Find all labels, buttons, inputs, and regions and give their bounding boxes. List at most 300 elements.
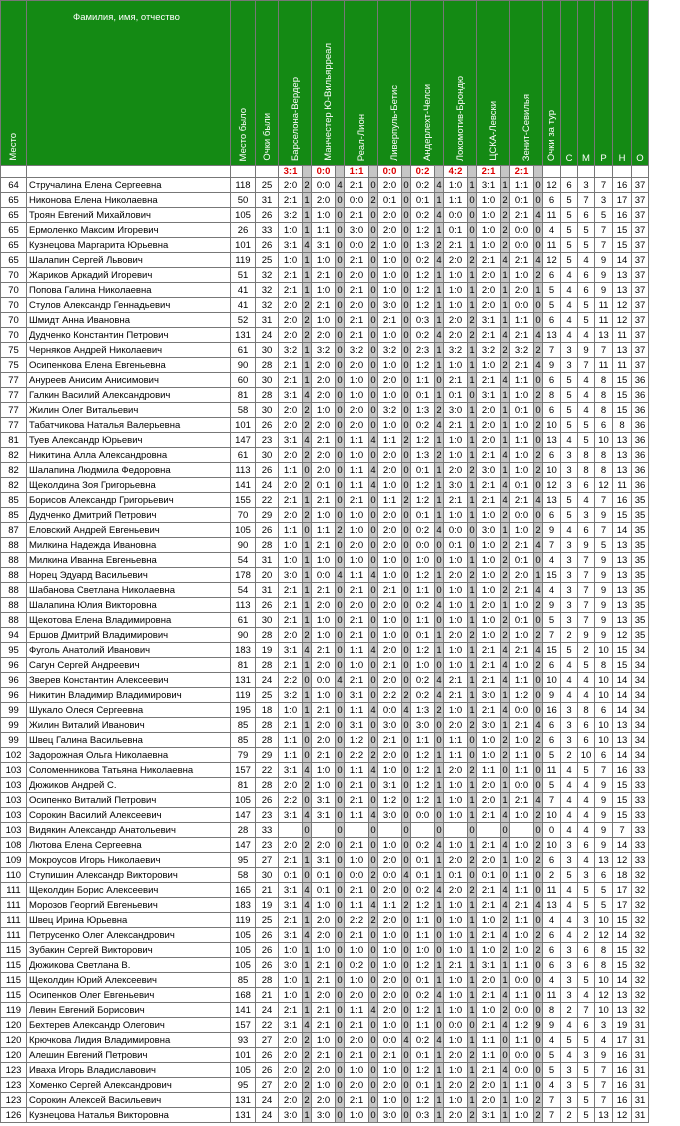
name-cell: Жилин Олег Витальевич bbox=[27, 403, 231, 418]
prediction-cell: 1:1 bbox=[444, 748, 468, 763]
prediction-points-cell: 2 bbox=[304, 839, 310, 851]
place-cell: 65 bbox=[1, 193, 27, 208]
prediction-cell: 1:1 bbox=[345, 898, 369, 913]
prediction-cell: 1:0 bbox=[477, 358, 501, 373]
prediction-points-cell: 4 bbox=[337, 569, 343, 581]
prediction-cell: 3:0 bbox=[378, 808, 402, 823]
stat-cell: 7 bbox=[595, 178, 613, 193]
prediction-points-cell: 0 bbox=[337, 854, 343, 866]
tour-points-cell: 4 bbox=[543, 1033, 561, 1048]
name-cell: Дудченко Константин Петрович bbox=[27, 328, 231, 343]
stat-cell: 11 bbox=[595, 298, 613, 313]
stat-cell: 13 bbox=[613, 268, 632, 283]
tour-points-cell: 6 bbox=[543, 268, 561, 283]
prediction-cell: 1:2 bbox=[378, 793, 402, 808]
prediction-points-cell: 1 bbox=[535, 284, 541, 296]
prediction-points-cell: 0 bbox=[304, 824, 310, 836]
prediction-points-cell: 0 bbox=[403, 929, 409, 941]
stat-cell: 8 bbox=[595, 463, 613, 478]
tour-points-cell: 11 bbox=[543, 883, 561, 898]
prediction-points-cell: 0 bbox=[337, 1064, 343, 1076]
prediction-cell: 3:0 bbox=[477, 688, 501, 703]
prediction-points-cell: 4 bbox=[535, 494, 541, 506]
table-row bbox=[1, 958, 649, 973]
prediction-points-cell: 2 bbox=[304, 1034, 310, 1046]
prediction-points-cell: 0 bbox=[337, 929, 343, 941]
name-cell: Стручалина Елена Сергеевна bbox=[27, 178, 231, 193]
stat-cell: 4 bbox=[561, 688, 578, 703]
prediction-points-cell: 4 bbox=[370, 899, 376, 911]
prediction-points-cell: 0 bbox=[337, 689, 343, 701]
stat-cell: 10 bbox=[595, 688, 613, 703]
stat-cell: 34 bbox=[632, 703, 649, 718]
prediction-points-cell: 0 bbox=[436, 824, 442, 836]
was-points-cell: 31 bbox=[256, 193, 279, 208]
prediction-points-cell: 1 bbox=[502, 779, 508, 791]
name-cell: Хоменко Сергей Александрович bbox=[27, 1078, 231, 1093]
stat-cell: 5 bbox=[578, 1033, 595, 1048]
was-points-cell: 28 bbox=[256, 973, 279, 988]
table-row bbox=[1, 448, 649, 463]
prediction-points-cell: 2 bbox=[304, 179, 310, 191]
tour-points-cell: 9 bbox=[543, 523, 561, 538]
prediction-points-cell: 2 bbox=[535, 734, 541, 746]
name-cell: Зубакин Сергей Викторович bbox=[27, 943, 231, 958]
prediction-points-cell: 0 bbox=[502, 764, 508, 776]
prediction-cell: 1:2 bbox=[411, 283, 435, 298]
prediction-cell: 3:1 bbox=[312, 808, 336, 823]
prediction-points-cell: 0 bbox=[403, 614, 409, 626]
table-row bbox=[1, 178, 649, 193]
was-place-cell: 105 bbox=[231, 793, 256, 808]
prediction-points-cell: 1 bbox=[436, 794, 442, 806]
prediction-cell: 1:0 bbox=[477, 553, 501, 568]
prediction-cell: 1:0 bbox=[345, 373, 369, 388]
prediction-cell: 2:1 bbox=[345, 283, 369, 298]
prediction-cell: 1:1 bbox=[510, 313, 534, 328]
prediction-cell: 2:1 bbox=[477, 253, 501, 268]
prediction-cell: 1:1 bbox=[411, 373, 435, 388]
prediction-points-cell: 0 bbox=[535, 824, 541, 836]
prediction-cell: 0:0 bbox=[312, 673, 336, 688]
prediction-cell: 2:0 bbox=[378, 853, 402, 868]
prediction-points-cell: 0 bbox=[370, 659, 376, 671]
table-row bbox=[1, 673, 649, 688]
prediction-points-cell: 1 bbox=[436, 974, 442, 986]
tour-points-cell: 10 bbox=[543, 838, 561, 853]
prediction-points-cell: 0 bbox=[469, 224, 475, 236]
was-points-cell: 24 bbox=[256, 673, 279, 688]
prediction-points-cell: 4 bbox=[370, 479, 376, 491]
tour-points-cell: 6 bbox=[543, 733, 561, 748]
prediction-points-cell: 2 bbox=[469, 314, 475, 326]
prediction-points-cell: 1 bbox=[469, 1094, 475, 1106]
prediction-points-cell: 1 bbox=[469, 704, 475, 716]
prediction-points-cell: 4 bbox=[304, 434, 310, 446]
prediction-points-cell: 1 bbox=[304, 554, 310, 566]
prediction-cell: 1:2 bbox=[510, 688, 534, 703]
prediction-cell: 2:0 bbox=[477, 778, 501, 793]
prediction-points-cell: 4 bbox=[502, 899, 508, 911]
prediction-cell: 1:3 bbox=[411, 238, 435, 253]
stat-cell: 32 bbox=[632, 883, 649, 898]
prediction-cell: 1:0 bbox=[444, 178, 468, 193]
tour-points-cell: 5 bbox=[543, 778, 561, 793]
prediction-points-cell: 0 bbox=[370, 839, 376, 851]
prediction-cell: 2:0 bbox=[345, 538, 369, 553]
prediction-cell: 2:0 bbox=[378, 508, 402, 523]
stat-cell: 5 bbox=[578, 973, 595, 988]
prediction-points-cell: 4 bbox=[403, 869, 409, 881]
prediction-points-cell: 0 bbox=[403, 659, 409, 671]
prediction-cell: 0:1 bbox=[378, 193, 402, 208]
prediction-cell: 1:2 bbox=[411, 763, 435, 778]
stat-cell: 6 bbox=[578, 838, 595, 853]
stat-cell: 3 bbox=[578, 913, 595, 928]
table-row bbox=[1, 193, 649, 208]
header-row bbox=[1, 1, 649, 166]
prediction-cell: 1:2 bbox=[411, 223, 435, 238]
prediction-points-cell: 0 bbox=[535, 1064, 541, 1076]
prediction-points-cell: 2 bbox=[535, 1109, 541, 1121]
stat-cell: 3 bbox=[561, 943, 578, 958]
prediction-cell: 2:0 bbox=[510, 568, 534, 583]
prediction-points-cell: 2 bbox=[403, 494, 409, 506]
prediction-cell: 2:1 bbox=[312, 1048, 336, 1063]
prediction-cell: 0:0 bbox=[510, 298, 534, 313]
prediction-points-cell: 0 bbox=[370, 1049, 376, 1061]
was-place-cell: 147 bbox=[231, 433, 256, 448]
prediction-cell: 2:0 bbox=[378, 463, 402, 478]
prediction-points-cell: 0 bbox=[403, 479, 409, 491]
prediction-cell: 2:1 bbox=[279, 268, 303, 283]
stat-cell: 35 bbox=[632, 538, 649, 553]
stat-cell: 12 bbox=[613, 298, 632, 313]
prediction-points-cell: 1 bbox=[436, 359, 442, 371]
stat-cell: 7 bbox=[595, 1093, 613, 1108]
name-cell: Никитина Алла Александровна bbox=[27, 448, 231, 463]
stat-cell: 5 bbox=[561, 193, 578, 208]
stat-cell: 35 bbox=[632, 493, 649, 508]
prediction-cell: 3:1 bbox=[279, 898, 303, 913]
prediction-cell: 0:1 bbox=[477, 868, 501, 883]
prediction-cell bbox=[444, 823, 468, 838]
was-points-cell: 31 bbox=[256, 583, 279, 598]
name-cell: Бехтерев Александр Олегович bbox=[27, 1018, 231, 1033]
prediction-cell: 2:1 bbox=[477, 838, 501, 853]
prediction-cell: 1:0 bbox=[312, 628, 336, 643]
prediction-cell: 2:1 bbox=[477, 988, 501, 1003]
name-cell: Ермоленко Максим Игоревич bbox=[27, 223, 231, 238]
stat-cell: 4 bbox=[561, 823, 578, 838]
stat-cell: 9 bbox=[595, 568, 613, 583]
tour-points-cell: 15 bbox=[543, 643, 561, 658]
header-match-1: Барселона-Вердер bbox=[279, 1, 312, 166]
tour-points-cell: 5 bbox=[543, 748, 561, 763]
prediction-points-cell: 4 bbox=[370, 434, 376, 446]
prediction-points-cell: 0 bbox=[370, 674, 376, 686]
prediction-points-cell: 1 bbox=[436, 269, 442, 281]
prediction-points-cell: 0 bbox=[370, 1034, 376, 1046]
prediction-cell: 1:0 bbox=[510, 1093, 534, 1108]
prediction-cell: 2:0 bbox=[345, 988, 369, 1003]
table-row bbox=[1, 583, 649, 598]
prediction-points-cell: 1 bbox=[304, 344, 310, 356]
prediction-points-cell: 2 bbox=[535, 269, 541, 281]
table-row bbox=[1, 208, 649, 223]
stat-cell: 31 bbox=[632, 1063, 649, 1078]
prediction-points-cell: 0 bbox=[403, 734, 409, 746]
tour-points-cell: 6 bbox=[543, 958, 561, 973]
tour-points-cell: 13 bbox=[543, 898, 561, 913]
prediction-points-cell: 2 bbox=[304, 479, 310, 491]
header-s: С bbox=[561, 1, 578, 166]
prediction-cell: 1:1 bbox=[312, 523, 336, 538]
prediction-cell: 2:1 bbox=[279, 613, 303, 628]
prediction-points-cell: 0 bbox=[370, 524, 376, 536]
prediction-points-cell: 1 bbox=[469, 359, 475, 371]
prediction-points-cell: 4 bbox=[304, 899, 310, 911]
prediction-points-cell: 4 bbox=[535, 719, 541, 731]
prediction-cell: 0:1 bbox=[411, 193, 435, 208]
prediction-points-cell: 1 bbox=[469, 1004, 475, 1016]
prediction-points-cell: 2 bbox=[469, 884, 475, 896]
stat-cell: 4 bbox=[561, 898, 578, 913]
header-match-5: Андерлехт-Челси bbox=[411, 1, 444, 166]
prediction-cell: 2:1 bbox=[477, 1018, 501, 1033]
stat-cell: 15 bbox=[613, 508, 632, 523]
prediction-points-cell: 0 bbox=[403, 884, 409, 896]
stat-cell: 5 bbox=[578, 1108, 595, 1123]
prediction-points-cell: 0 bbox=[370, 314, 376, 326]
prediction-cell: 2:1 bbox=[312, 493, 336, 508]
prediction-cell: 2:1 bbox=[444, 958, 468, 973]
stat-cell: 5 bbox=[578, 238, 595, 253]
tour-points-cell: 7 bbox=[543, 538, 561, 553]
prediction-cell: 1:0 bbox=[477, 568, 501, 583]
prediction-cell: 3:0 bbox=[279, 958, 303, 973]
name-cell: Петрусенко Олег Александрович bbox=[27, 928, 231, 943]
prediction-points-cell: 0 bbox=[337, 479, 343, 491]
tour-points-cell: 7 bbox=[543, 793, 561, 808]
header-match-2: Манчестер Ю-Вильярреал bbox=[312, 1, 345, 166]
stat-cell: 13 bbox=[613, 538, 632, 553]
stat-cell: 5 bbox=[578, 433, 595, 448]
prediction-points-cell: 0 bbox=[337, 659, 343, 671]
prediction-cell: 1:0 bbox=[510, 388, 534, 403]
stat-cell: 7 bbox=[613, 823, 632, 838]
stat-cell: 17 bbox=[613, 883, 632, 898]
prediction-cell: 1:0 bbox=[444, 1003, 468, 1018]
prediction-cell: 1:0 bbox=[477, 613, 501, 628]
was-place-cell: 41 bbox=[231, 298, 256, 313]
place-cell: 111 bbox=[1, 883, 27, 898]
name-cell: Кузнецова Маргарита Юрьевна bbox=[27, 238, 231, 253]
prediction-points-cell: 0 bbox=[403, 419, 409, 431]
prediction-cell: 2:1 bbox=[345, 778, 369, 793]
place-cell: 85 bbox=[1, 508, 27, 523]
was-place-cell: 90 bbox=[231, 538, 256, 553]
stat-cell: 5 bbox=[561, 508, 578, 523]
prediction-points-cell: 0 bbox=[403, 1094, 409, 1106]
was-place-cell: 54 bbox=[231, 583, 256, 598]
prediction-points-cell: 0 bbox=[535, 179, 541, 191]
prediction-cell: 0:0 bbox=[510, 1063, 534, 1078]
results-row bbox=[1, 166, 649, 178]
prediction-points-cell: 0 bbox=[370, 584, 376, 596]
table-row bbox=[1, 1018, 649, 1033]
prediction-cell: 2:0 bbox=[345, 298, 369, 313]
prediction-cell: 2:1 bbox=[378, 658, 402, 673]
was-points-cell: 31 bbox=[256, 313, 279, 328]
prediction-cell: 3:1 bbox=[345, 718, 369, 733]
stat-cell: 5 bbox=[578, 223, 595, 238]
prediction-cell: 0:1 bbox=[411, 463, 435, 478]
table-row bbox=[1, 1108, 649, 1123]
prediction-cell: 3:1 bbox=[378, 778, 402, 793]
match-result: 2:1 bbox=[510, 166, 534, 178]
was-place-cell: 105 bbox=[231, 943, 256, 958]
prediction-points-cell: 2 bbox=[304, 629, 310, 641]
stat-cell: 13 bbox=[595, 1108, 613, 1123]
prediction-points-cell: 1 bbox=[469, 434, 475, 446]
prediction-cell: 2:0 bbox=[312, 658, 336, 673]
prediction-cell: 0:0 bbox=[378, 868, 402, 883]
prediction-cell: 2:1 bbox=[444, 373, 468, 388]
prediction-cell: 2:0 bbox=[477, 973, 501, 988]
prediction-cell: 0:0 bbox=[510, 1003, 534, 1018]
tour-points-cell: 10 bbox=[543, 418, 561, 433]
name-cell: Соломенникова Татьяна Николаевна bbox=[27, 763, 231, 778]
prediction-cell: 3:1 bbox=[312, 853, 336, 868]
prediction-cell: 2:0 bbox=[444, 883, 468, 898]
prediction-points-cell: 0 bbox=[337, 839, 343, 851]
prediction-points-cell: 0 bbox=[535, 479, 541, 491]
prediction-points-cell: 0 bbox=[370, 719, 376, 731]
tour-points-cell: 11 bbox=[543, 208, 561, 223]
prediction-points-cell: 0 bbox=[469, 734, 475, 746]
prediction-cell: 1:0 bbox=[444, 583, 468, 598]
was-place-cell: 85 bbox=[231, 973, 256, 988]
was-place-cell: 81 bbox=[231, 388, 256, 403]
prediction-cell: 3:1 bbox=[279, 883, 303, 898]
header-name: Фамилия, имя, отчество bbox=[27, 1, 231, 166]
tour-points-cell: 9 bbox=[543, 1018, 561, 1033]
stat-cell: 18 bbox=[613, 868, 632, 883]
was-points-cell: 23 bbox=[256, 838, 279, 853]
prediction-cell: 0:0 bbox=[444, 523, 468, 538]
prediction-points-cell: 0 bbox=[469, 389, 475, 401]
prediction-points-cell: 1 bbox=[304, 659, 310, 671]
prediction-cell: 2:1 bbox=[510, 493, 534, 508]
prediction-cell: 2:1 bbox=[345, 253, 369, 268]
prediction-points-cell: 1 bbox=[469, 344, 475, 356]
stat-cell: 13 bbox=[613, 553, 632, 568]
prediction-cell: 2:0 bbox=[378, 223, 402, 238]
prediction-cell: 2:0 bbox=[312, 988, 336, 1003]
stat-cell: 33 bbox=[632, 808, 649, 823]
was-points-cell: 26 bbox=[256, 1048, 279, 1063]
name-cell: Щеколдина Зоя Григорьевна bbox=[27, 478, 231, 493]
prediction-points-cell: 0 bbox=[535, 1004, 541, 1016]
prediction-points-cell: 4 bbox=[535, 254, 541, 266]
stat-cell: 3 bbox=[595, 1018, 613, 1033]
prediction-cell: 2:1 bbox=[312, 538, 336, 553]
prediction-cell: 2:0 bbox=[312, 598, 336, 613]
place-cell: 75 bbox=[1, 358, 27, 373]
stat-cell: 10 bbox=[595, 733, 613, 748]
prediction-cell: 1:0 bbox=[312, 688, 336, 703]
prediction-points-cell: 4 bbox=[370, 1004, 376, 1016]
place-cell: 96 bbox=[1, 658, 27, 673]
prediction-points-cell: 1 bbox=[469, 644, 475, 656]
stat-cell: 3 bbox=[561, 568, 578, 583]
prediction-points-cell: 2 bbox=[535, 599, 541, 611]
prediction-points-cell: 0 bbox=[337, 374, 343, 386]
prediction-points-cell: 2 bbox=[535, 389, 541, 401]
place-cell: 123 bbox=[1, 1063, 27, 1078]
prediction-cell: 3:1 bbox=[477, 313, 501, 328]
prediction-points-cell: 1 bbox=[304, 719, 310, 731]
prediction-points-cell: 1 bbox=[469, 374, 475, 386]
prediction-points-cell: 1 bbox=[535, 569, 541, 581]
prediction-points-cell: 0 bbox=[403, 824, 409, 836]
prediction-points-cell: 1 bbox=[502, 959, 508, 971]
prediction-cell: 2:0 bbox=[312, 928, 336, 943]
prediction-points-cell: 4 bbox=[370, 644, 376, 656]
prediction-cell: 2:3 bbox=[411, 343, 435, 358]
prediction-points-cell: 0 bbox=[370, 1079, 376, 1091]
table-row bbox=[1, 418, 649, 433]
stat-cell: 35 bbox=[632, 553, 649, 568]
stat-cell: 37 bbox=[632, 298, 649, 313]
prediction-cell: 1:1 bbox=[312, 223, 336, 238]
prediction-cell: 3:2 bbox=[378, 403, 402, 418]
prediction-points-cell: 2 bbox=[370, 869, 376, 881]
prediction-cell: 2:0 bbox=[279, 1093, 303, 1108]
prediction-points-cell: 2 bbox=[502, 584, 508, 596]
prediction-points-cell: 0 bbox=[535, 554, 541, 566]
prediction-points-cell: 1 bbox=[304, 359, 310, 371]
stat-cell: 2 bbox=[561, 628, 578, 643]
stat-cell: 3 bbox=[561, 1078, 578, 1093]
was-place-cell: 147 bbox=[231, 838, 256, 853]
stat-cell: 35 bbox=[632, 508, 649, 523]
prediction-cell: 2:1 bbox=[279, 598, 303, 613]
prediction-points-cell: 1 bbox=[436, 1094, 442, 1106]
table-row bbox=[1, 808, 649, 823]
prediction-points-cell: 2 bbox=[502, 239, 508, 251]
prediction-cell: 1:0 bbox=[444, 643, 468, 658]
prediction-points-cell: 1 bbox=[469, 584, 475, 596]
prediction-cell: 1:0 bbox=[378, 838, 402, 853]
name-cell: Алешин Евгений Петрович bbox=[27, 1048, 231, 1063]
place-cell: 77 bbox=[1, 418, 27, 433]
was-points-cell: 25 bbox=[256, 688, 279, 703]
prediction-cell: 2:0 bbox=[279, 778, 303, 793]
header-match-4: Ливерпуль-Бетис bbox=[378, 1, 411, 166]
stat-cell: 5 bbox=[578, 658, 595, 673]
stat-cell: 15 bbox=[613, 943, 632, 958]
prediction-cell: 2:0 bbox=[345, 418, 369, 433]
was-points-cell: 27 bbox=[256, 1033, 279, 1048]
stat-cell: 3 bbox=[561, 1063, 578, 1078]
prediction-cell: 3:2 bbox=[279, 343, 303, 358]
stat-cell: 4 bbox=[578, 253, 595, 268]
prediction-cell: 2:1 bbox=[345, 313, 369, 328]
prediction-cell: 1:1 bbox=[411, 583, 435, 598]
prediction-points-cell: 1 bbox=[502, 1109, 508, 1121]
